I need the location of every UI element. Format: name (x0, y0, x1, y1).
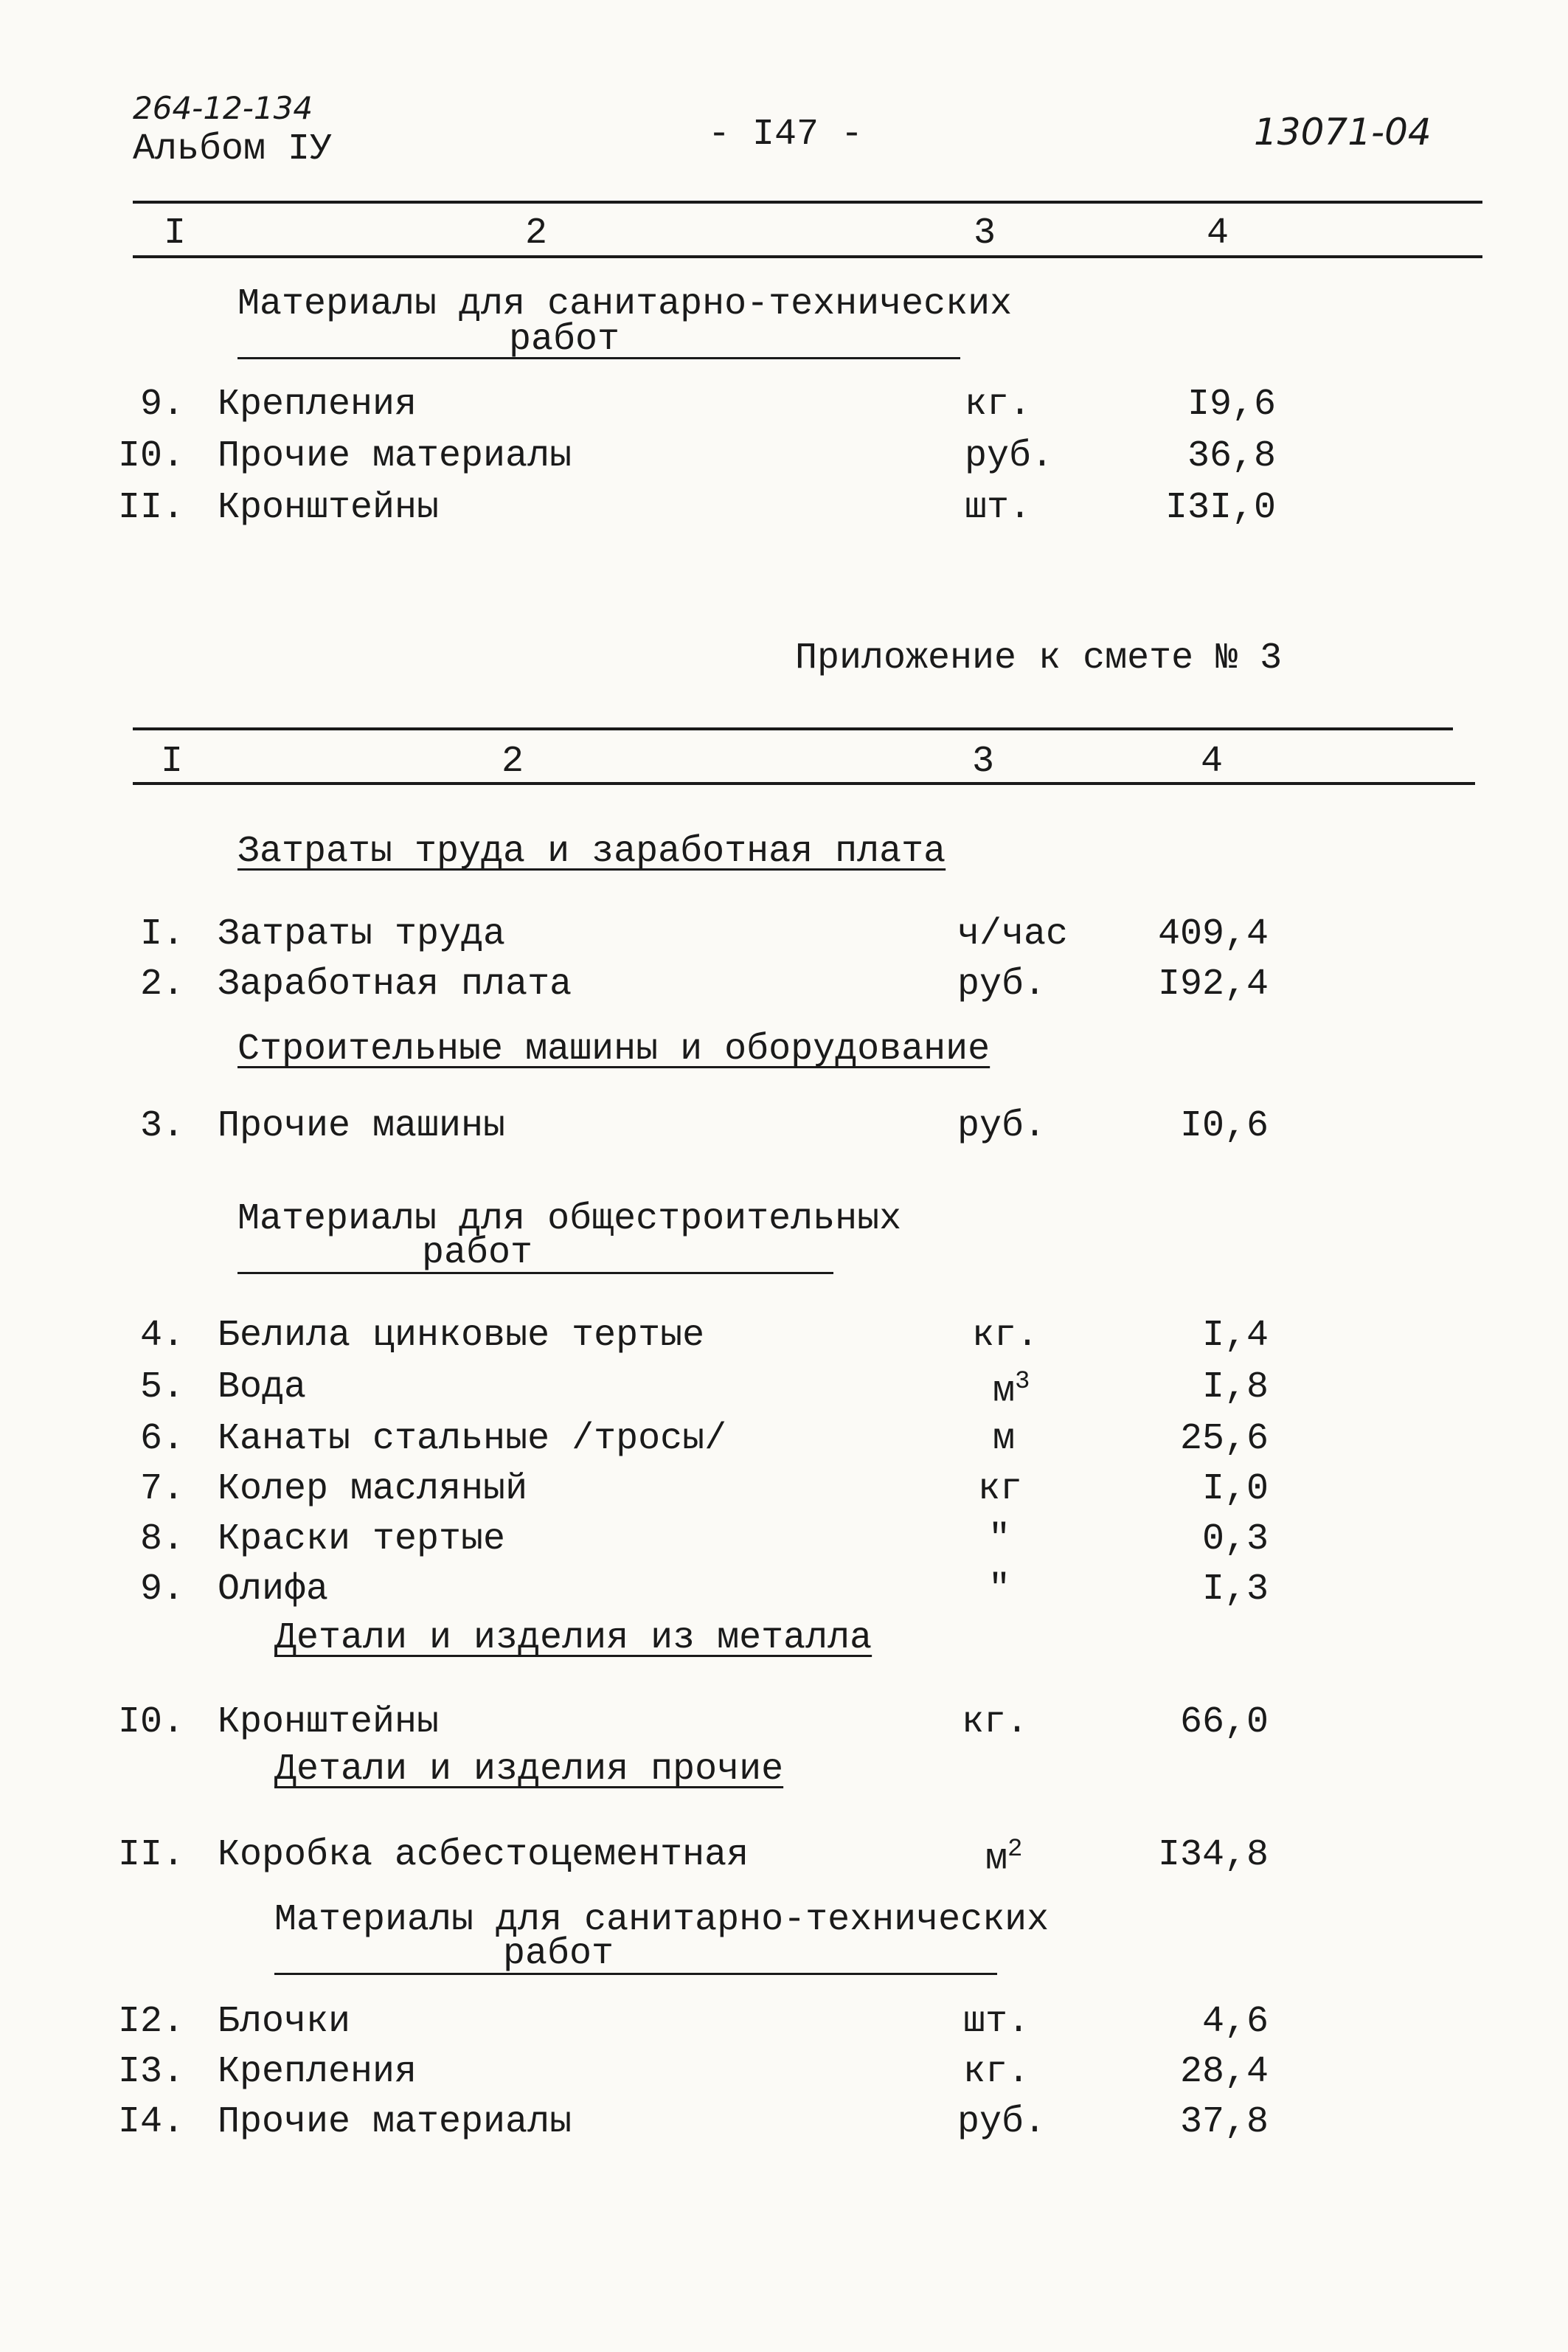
row-value: 36,8 (1187, 435, 1276, 477)
appendix-title: Приложение к смете № 3 (795, 637, 1283, 679)
general-heading-underline (237, 1272, 833, 1274)
row-value: I,8 (1201, 1366, 1269, 1408)
row-value: I92,4 (1157, 964, 1269, 1006)
row-unit: м (993, 1418, 1016, 1460)
row-value: I,3 (1201, 1568, 1269, 1611)
row-number: I0. (117, 1701, 184, 1743)
row-value: 25,6 (1179, 1418, 1269, 1460)
row-unit: руб. (957, 964, 1047, 1006)
row-value: I,4 (1201, 1315, 1269, 1357)
row-value: 37,8 (1179, 2101, 1269, 2143)
row-value: I34,8 (1157, 1834, 1269, 1876)
row-unit: кг (978, 1468, 1023, 1510)
row-number: I0. (117, 435, 184, 477)
row-unit: кг. (963, 2051, 1030, 2093)
handwritten-stamp: 13071-04 (1254, 111, 1432, 153)
labor-heading: Затраты труда и заработная плата (237, 831, 946, 873)
row-value: I9,6 (1187, 384, 1276, 426)
row-number: 3. (139, 1105, 184, 1147)
row-number: 6. (139, 1418, 184, 1460)
row-unit: ч/час (957, 913, 1069, 955)
col-header-4: 4 (1207, 212, 1229, 255)
row-value: 0,3 (1201, 1518, 1269, 1560)
row-number: 5. (139, 1366, 184, 1408)
row-unit: руб. (965, 435, 1054, 477)
sanitary-heading-cont: работ (503, 1933, 614, 1975)
row-name: Краски тертые (218, 1518, 506, 1560)
row-unit: шт. (963, 2001, 1030, 2043)
general-heading: Материалы для общестроительных (237, 1198, 902, 1240)
row-name: Коробка асбестоцементная (218, 1834, 749, 1876)
row-unit: кг. (965, 384, 1032, 426)
row-number: I2. (117, 2001, 184, 2043)
col-header-2: 2 (525, 212, 548, 255)
row-value: 4,6 (1201, 2001, 1269, 2043)
row-name: Колер масляный (218, 1468, 528, 1510)
row-name: Кронштейны (218, 1701, 440, 1743)
table2-header-rule (133, 782, 1475, 785)
metal-heading: Детали и изделия из металла (274, 1617, 873, 1659)
row-name: Заработная плата (218, 964, 572, 1006)
row-name: Прочие машины (218, 1105, 506, 1147)
row-value: 66,0 (1179, 1701, 1269, 1743)
table2-top-rule (133, 727, 1453, 730)
row-number: 9. (139, 384, 184, 426)
row-unit: " (988, 1568, 1011, 1611)
row-name: Крепления (218, 384, 417, 426)
row-unit: кг. (962, 1701, 1029, 1743)
row-name: Прочие материалы (218, 435, 572, 477)
row-number: 7. (139, 1468, 184, 1510)
row-value: 409,4 (1157, 913, 1269, 955)
row-value: 28,4 (1179, 2051, 1269, 2093)
row-unit: шт. (965, 487, 1032, 529)
col-header-4: 4 (1201, 741, 1224, 783)
row-name: Крепления (218, 2051, 417, 2093)
row-unit: $м^3$ (993, 1368, 1030, 1413)
row-name: Канаты стальные /тросы/ (218, 1418, 727, 1460)
row-name: Олифа (218, 1568, 329, 1611)
row-name: Белила цинковые тертые (218, 1315, 705, 1357)
section-heading: Материалы для санитарно-технических (237, 283, 1013, 325)
machines-heading: Строительные машины и оборудование (237, 1028, 991, 1070)
row-name: Блочки (218, 2001, 351, 2043)
row-number: II. (117, 1834, 184, 1876)
general-heading-cont: работ (422, 1232, 533, 1274)
row-number: 4. (139, 1315, 184, 1357)
sanitary-heading: Материалы для санитарно-технических (274, 1899, 1050, 1941)
row-number: I3. (117, 2051, 184, 2093)
col-header-3: 3 (972, 741, 995, 783)
row-unit: кг. (972, 1315, 1039, 1357)
row-value: I0,6 (1179, 1105, 1269, 1147)
row-name: Прочие материалы (218, 2101, 572, 2143)
top-rule (133, 201, 1482, 204)
row-number: 9. (139, 1568, 184, 1611)
col-header-1: I (161, 741, 184, 783)
row-unit: $м^2$ (985, 1836, 1023, 1881)
row-number: I4. (117, 2101, 184, 2143)
other-heading: Детали и изделия прочие (274, 1749, 784, 1791)
row-value: I,0 (1201, 1468, 1269, 1510)
header-rule (133, 255, 1482, 258)
heading-underline (237, 357, 960, 359)
row-number: II. (117, 487, 184, 529)
col-header-1: I (164, 212, 187, 255)
row-unit: руб. (957, 1105, 1047, 1147)
document-code: 264-12-134 (133, 90, 313, 126)
section-heading-cont: работ (509, 319, 620, 361)
row-name: Кронштейны (218, 487, 440, 529)
row-name: Вода (218, 1366, 307, 1408)
page-number: - I47 - (708, 114, 864, 156)
album-label: Альбом IУ (133, 128, 333, 170)
row-name: Затраты труда (218, 913, 506, 955)
row-value: I3I,0 (1165, 487, 1276, 529)
row-unit: " (988, 1518, 1011, 1560)
col-header-2: 2 (502, 741, 524, 783)
sanitary-heading-underline (274, 1973, 997, 1975)
col-header-3: 3 (974, 212, 996, 255)
row-number: I. (139, 913, 184, 955)
row-unit: руб. (957, 2101, 1047, 2143)
row-number: 2. (139, 964, 184, 1006)
row-number: 8. (139, 1518, 184, 1560)
